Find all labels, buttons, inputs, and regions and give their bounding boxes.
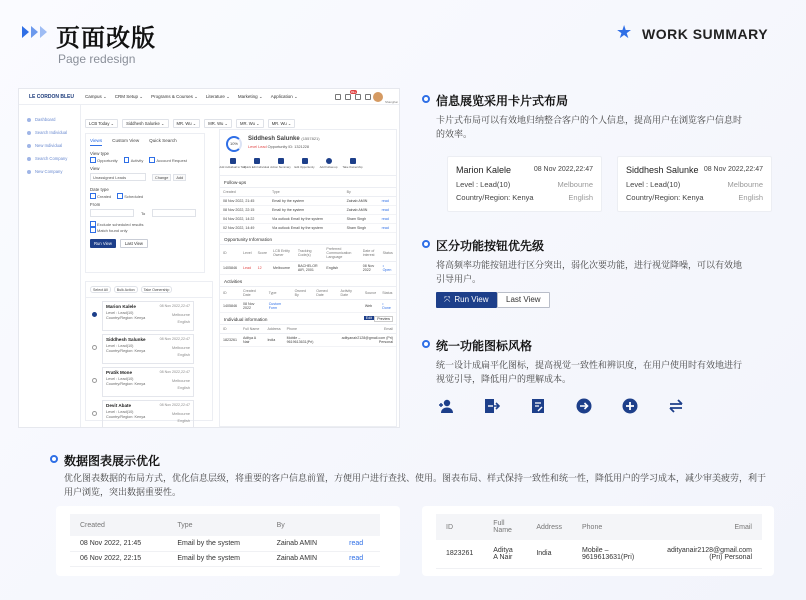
- activities-title: Activities: [220, 275, 396, 287]
- enter-icon: [484, 398, 500, 414]
- followups-table: Created Type By 08 Nov 2022, 21:45 Email by the system Zainab AMIN read 08 Nov 2022, 22:15 Email by the system Zainab AMIN read 04 Nov 2022, 14:22 Via outlook Email by the system Sham Singh read 02 Nov 2022, 14:49 Via outlook Email by the system Sham Singh read: [220, 188, 396, 233]
- opportunity-title: Opportunity Information: [220, 233, 396, 245]
- match-found-checkbox[interactable]: Match found only: [90, 227, 127, 233]
- sidebar-item-new-individual[interactable]: New Individual: [19, 139, 80, 152]
- individual-table-card: [422, 506, 774, 576]
- sidebar-item-new-company[interactable]: New Company: [19, 165, 80, 178]
- view-select[interactable]: Unassigned Leads: [90, 173, 146, 181]
- list-item[interactable]: Pratik Mone 08 Nov 2022,22:47 Level : Lead(10) Country/Region: Kenya Melbourne English: [102, 367, 194, 397]
- last-view-button-small[interactable]: Last View: [120, 239, 148, 248]
- add-followup-button[interactable]: Add Follow-up: [320, 158, 337, 169]
- run-view-button[interactable]: ⤧ Run View: [436, 292, 497, 308]
- run-icon: ⤧: [444, 295, 451, 304]
- search-icon: [27, 131, 31, 135]
- date-type-created[interactable]: Created: [90, 193, 111, 199]
- view-type-label: View type: [90, 151, 109, 156]
- to-input[interactable]: [152, 209, 196, 217]
- sidebar-item-search-company[interactable]: Search Company: [19, 152, 80, 165]
- last-view-button[interactable]: Last View: [497, 292, 550, 308]
- dashboard-icon: [27, 118, 31, 122]
- radio-selected[interactable]: [92, 312, 97, 317]
- bell-icon[interactable]: [355, 94, 361, 100]
- read-link[interactable]: read: [339, 551, 380, 566]
- table-row: 08 Nov 2022, 21:45 Email by the system Zainab AMIN read: [220, 197, 396, 206]
- page-title: 页面改版: [56, 24, 156, 52]
- edit-button[interactable]: Edit: [365, 316, 372, 320]
- table-row: 02 Nov 2022, 14:49 Via outlook Email by the system Sham Singh read: [220, 224, 396, 233]
- section3-desc: 统一设计成扁平化图标，提高视觉一致性和辨识度，在用户使用时有效地进行视觉引导，降低用户的理解成本。: [436, 361, 743, 385]
- table-row: 1823261 Aditya A Nair India Mobile – 9619613631(Pri) adityanair2128@gmail.com (Pri) Personal: [436, 540, 762, 568]
- change-button[interactable]: Change: [152, 174, 171, 181]
- work-summary-label: WORK SUMMARY: [642, 26, 769, 42]
- notification-badge: 99+: [350, 90, 356, 94]
- top-nav: [19, 89, 400, 105]
- building-icon: [27, 170, 31, 174]
- crm-screenshot: [18, 88, 400, 428]
- star-icon: ★: [616, 22, 633, 43]
- opportunity-id: Opportunity ID: 1321228: [267, 145, 310, 149]
- individual-title: Individual information Edit Preview: [220, 313, 396, 325]
- select-all-button[interactable]: Select All: [90, 286, 111, 293]
- tab-views[interactable]: Views: [90, 138, 102, 146]
- followups-table-card: [56, 506, 400, 576]
- add-to-talk-button[interactable]: Add individual to Talk: [224, 158, 241, 169]
- table-row: 1405846 Lead 12 Melbourne BACHELOR AIR, 2001 English 08 Nov 2022 • Open: [220, 262, 396, 275]
- individual-table: ID Full Name Address Phone Email 1823261 Aditya A Nair India Mobile – 9619613631(Pri) adityanair2128@gmail.com (Pri) Personal: [220, 325, 396, 347]
- followups-table-large: Created Type By 08 Nov 2022, 21:45 Email by the system Zainab AMIN read 06 Nov 2022, 22:15 Email by the system Zainab AMIN read: [70, 514, 380, 567]
- read-link[interactable]: read: [339, 536, 380, 551]
- icon-row: [438, 398, 684, 414]
- table-row: 1823261 Aditya A Nair India Mobile – 9619613631(Pri) adityanair2128@gmail.com (Pri) Personal: [220, 334, 396, 347]
- nav-crm-setup[interactable]: CRM Setup ⌄: [114, 93, 144, 99]
- from-input[interactable]: [90, 209, 134, 217]
- list-item[interactable]: Siddhesh Salunke 08 Nov 2022,22:47 Level : Lead(10) Country/Region: Kenya Melbourne English: [102, 334, 194, 364]
- person-card-list: [85, 281, 213, 421]
- add-button[interactable]: Add: [173, 174, 186, 181]
- arrow-right-circle-icon: [576, 398, 592, 414]
- view-type-activity[interactable]: Activity: [124, 157, 144, 163]
- tab-custom-view[interactable]: Custom View: [112, 138, 140, 143]
- filter-1[interactable]: MR. Wu ⌄: [173, 119, 201, 128]
- section1-desc: 卡片式布局可以有效地归纳整合客户的个人信息，提高用户在浏览客户信息时的效率。: [436, 116, 743, 140]
- search-icon: [27, 157, 31, 161]
- read-link[interactable]: read: [379, 215, 396, 224]
- take-ownership-button[interactable]: Take Ownership: [141, 286, 173, 293]
- individual-table-large: ID Full Name Address Phone Email 1823261 Aditya A Nair India Mobile – 9619613631(Pri) adityanair2128@gmail.com (Pri) Personal: [436, 514, 762, 569]
- grid-icon[interactable]: [335, 94, 341, 100]
- bullet-icon: [422, 95, 430, 103]
- sidebar-item-search-individual[interactable]: Search Individual: [19, 126, 80, 139]
- read-link[interactable]: read: [379, 206, 396, 215]
- filter-4[interactable]: MR. Wu ⌄: [268, 119, 296, 128]
- radio[interactable]: [92, 345, 97, 350]
- filter-lcb[interactable]: LCB Today ⌄: [85, 119, 118, 128]
- bullet-icon: [422, 240, 430, 248]
- sidebar: [19, 105, 81, 428]
- summary-card-right: Siddhesh Salunke 08 Nov 2022,22:47 Level : Lead(10) Country/Region: Kenya Melbourne English: [617, 156, 772, 212]
- view-label: View: [90, 166, 100, 171]
- add-person-icon: [438, 398, 454, 414]
- swap-icon: [350, 158, 356, 164]
- bullet-icon: [422, 340, 430, 348]
- to-label: To: [141, 210, 146, 216]
- exclude-scheduled-checkbox[interactable]: Exclude scheduled results: [90, 221, 143, 227]
- bullet-icon: [50, 455, 58, 463]
- read-link[interactable]: read: [379, 224, 396, 233]
- table-row: 08 Nov 2022, 22:15 Email by the system Zainab AMIN read: [220, 206, 396, 215]
- date-type-scheduled[interactable]: Scheduled: [117, 193, 143, 199]
- page-subtitle: Page redesign: [58, 52, 136, 66]
- swap-icon: [668, 398, 684, 414]
- plus-circle-icon: [622, 398, 638, 414]
- filter-3[interactable]: MR. Wu ⌄: [236, 119, 264, 128]
- run-view-button-small[interactable]: Run View: [90, 239, 116, 248]
- activities-table: ID Created Date Type Owned By Owned Date Activity Date Source Status 1405846 08 Nov 2022 Custom Form Web • Done: [220, 287, 396, 313]
- nav-marketing[interactable]: Marketing ⌄: [237, 93, 263, 99]
- user-location: Shanghai: [385, 100, 398, 104]
- level-badge: Level Lead: [248, 145, 267, 149]
- section3-title: 统一功能图标风格: [436, 339, 533, 353]
- quick-edit-button[interactable]: Quick Edit Individual: [248, 158, 265, 169]
- followups-title: Follow-ups: [220, 176, 396, 188]
- table-row: 08 Nov 2022, 21:45 Email by the system Zainab AMIN read: [70, 536, 380, 551]
- table-row: 06 Nov 2022, 22:15 Email by the system Zainab AMIN read: [70, 551, 380, 566]
- person-icon: [27, 144, 31, 148]
- table-row: 04 Nov 2022, 14:22 Via outlook Email by the system Sham Singh read: [220, 215, 396, 224]
- edit-opportunity-button[interactable]: Edit Opportunity: [296, 158, 313, 169]
- action-summary-button[interactable]: Action Summary: [272, 158, 289, 169]
- header-arrows-icon: [22, 26, 47, 38]
- radio[interactable]: [92, 378, 97, 383]
- opportunity-table: ID Level Score LCB Entity Owner Tracking Code(s) Preferred Communication Language Date of interest Status 1405846 Lead 12 Melbourne BACHELOR AIR, 2001 English 08 Nov 2022 • Open: [220, 245, 396, 275]
- take-ownership-icon-button[interactable]: Take Ownership: [344, 158, 361, 169]
- view-type-opportunity[interactable]: Opportunity: [90, 157, 118, 163]
- section4-title: 数据图表展示优化: [64, 454, 161, 468]
- filter-bar: [85, 119, 295, 128]
- edit-doc-icon: [302, 158, 308, 164]
- table-row: 1405846 08 Nov 2022 Custom Form Web • Done: [220, 300, 396, 313]
- section2-title: 区分功能按钮优先级: [436, 239, 545, 253]
- sidebar-item-dashboard[interactable]: Dashboard: [19, 113, 80, 126]
- radio[interactable]: [92, 411, 97, 416]
- add-person-icon: [230, 158, 236, 164]
- from-label: From: [90, 202, 101, 207]
- list-item[interactable]: Marion Kalele 08 Nov 2022,22:47 Level : Lead(10) Country/Region: Kenya Melbourne English: [102, 301, 194, 331]
- progress-ring: 10%: [226, 136, 242, 152]
- bulk-action-button[interactable]: Bulk Action: [114, 286, 138, 293]
- detail-panel: [219, 129, 397, 427]
- nav-literature[interactable]: Literature ⌄: [205, 93, 230, 99]
- nav-application[interactable]: Application ⌄: [270, 93, 298, 99]
- date-type-label: Date type: [90, 187, 109, 192]
- summary-card-left: Marion Kalele 08 Nov 2022,22:47 Level : Lead(10) Country/Region: Kenya Melbourne English: [447, 156, 602, 212]
- edit-icon: [254, 158, 260, 164]
- avatar[interactable]: [373, 92, 383, 102]
- mail-icon[interactable]: [345, 94, 351, 100]
- plus-circle-icon: [326, 158, 332, 164]
- settings-icon[interactable]: [365, 94, 371, 100]
- section1-title: 信息展览采用卡片式布局: [436, 94, 569, 108]
- summary-icon: [278, 158, 284, 164]
- edit-doc-icon: [530, 398, 546, 414]
- tab-quick-search[interactable]: Quick Search: [149, 138, 177, 143]
- list-item[interactable]: Devit Abate 08 Nov 2022,22:47 Level : Lead(10) Country/Region: Kenya Melbourne English: [102, 400, 194, 428]
- filter-2[interactable]: MR. Wu ⌄: [204, 119, 232, 128]
- view-panel: [85, 133, 205, 273]
- section4-desc: 优化图表数据的布局方式，优化信息层级，将重要的客户信息前置，方便用户进行查找、使用。图表布局、样式保持一致性和统一性，降低用户的学习成本，减少审美疲劳，利于用户浏览，突出数据重要性。: [64, 474, 767, 498]
- preview-button[interactable]: Preview: [374, 316, 393, 322]
- nav-campus[interactable]: Campus ⌄: [85, 93, 107, 99]
- detail-name: Siddhesh Salunke (1557821): [248, 136, 320, 142]
- view-type-account[interactable]: Account Request: [149, 157, 186, 163]
- filter-owner[interactable]: Siddhesh Salunke ⌄: [122, 119, 168, 128]
- nav-programs[interactable]: Programs & Courses ⌄: [151, 93, 198, 99]
- app-logo: LE CORDON BLEU: [29, 93, 74, 100]
- read-link[interactable]: read: [379, 197, 396, 206]
- section2-desc: 将高频率功能按钮进行区分突出，弱化次要功能，进行视觉降噪，可以有效地引导用户。: [436, 261, 743, 285]
